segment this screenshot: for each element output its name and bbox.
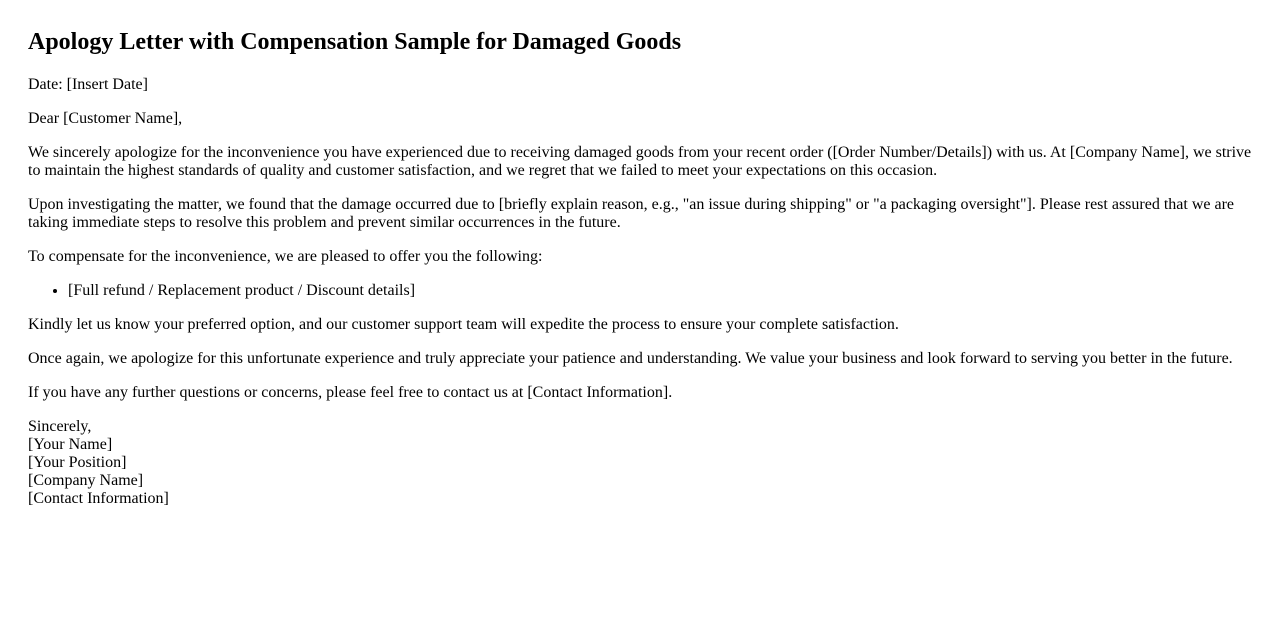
signature-contact: [Contact Information] bbox=[28, 490, 169, 507]
page-title: Apology Letter with Compensation Sample for Damaged Goods bbox=[28, 29, 682, 55]
date-line: Date: [Insert Date] bbox=[28, 76, 148, 93]
signature-name: [Your Name] bbox=[28, 436, 113, 453]
signature-position: [Your Position] bbox=[28, 454, 127, 471]
compensation-list bbox=[28, 282, 1258, 300]
body-paragraph-preferred-option: Kindly let us know your preferred option, and our customer support team will expedite the process to ensure your complete satisfaction. bbox=[28, 316, 899, 333]
signature-block bbox=[28, 418, 1258, 508]
body-paragraph-apology: We sincerely apologize for the inconvenience you have experienced due to receiving damaged goods from your recent order ([Order Number/Details]) with us. At [Company Name], we strive to maintain the highest standards of quality and customer satisfaction, and we regret that we failed to meet your expectations on this occasion. bbox=[28, 144, 1252, 179]
compensation-item: • [Full refund / Replacement product / Discount details] bbox=[68, 282, 1258, 300]
salutation: Dear [Customer Name], bbox=[28, 110, 183, 127]
body-paragraph-investigation: Upon investigating the matter, we found that the damage occurred due to [briefly explain reason, e.g., "an issue during shipping" or "a packaging oversight"]. Please rest assured that we are taking immediate steps to resolve this problem and prevent similar occurrences in the future. bbox=[28, 196, 1235, 231]
body-paragraph-compensation-intro: To compensate for the inconvenience, we are pleased to offer you the following: bbox=[28, 248, 543, 265]
signature-company: [Company Name] bbox=[28, 472, 144, 489]
letter-document bbox=[0, 28, 1278, 508]
body-paragraph-apology-again: Once again, we apologize for this unfortunate experience and truly appreciate your patience and understanding. We value your business and look forward to serving you better in the future. bbox=[28, 350, 1233, 367]
body-paragraph-contact: If you have any further questions or concerns, please feel free to contact us at [Contact Information]. bbox=[28, 384, 673, 401]
signature-closing: Sincerely, bbox=[28, 418, 92, 435]
